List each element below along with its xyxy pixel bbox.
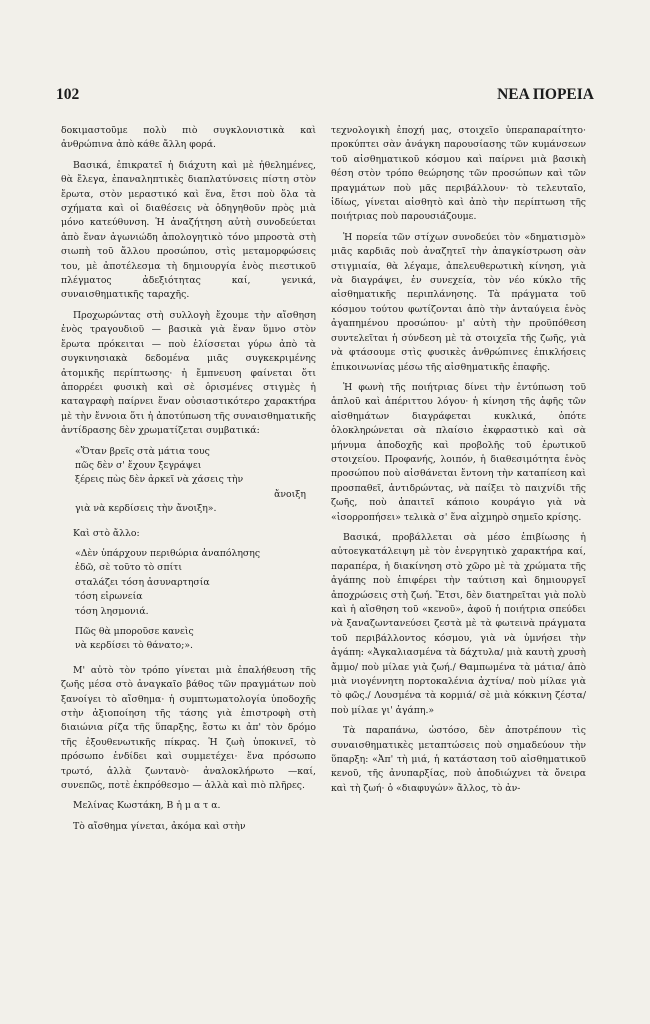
- paragraph: τεχνολογικὴ ἐποχή μας, στοιχεῖο ὑπεραπαραίτητο· προκύπτει σὰν ἀνάγκη παρουσίασης τῶν κυμάνσεων τοῦ αἰσθηματικοῦ κόσμου καὶ παίρνει μιὰ βασικὴ θέση στὸν τρόπο θεώρησης τῶν προσώπων καὶ τῶν πραγμάτων ποὺ μᾶς περιβάλλουν· τὸ τελευταῖο, ἰδίως, γίνεται αἰσθητὸ καὶ ἀπὸ τὴν περίπτωση τῆς ποιήτριας ποὺ παρουσιάζουμε.: [331, 125, 586, 223]
- paragraph: Ἡ φωνὴ τῆς ποιήτριας δίνει τὴν ἐντύπωση τοῦ ἁπλοῦ καὶ ἀπέριττου λόγου· ἡ κίνηση τῆς ἀφῆς τῶν αἰσθημάτων διαγράφεται κυκλικά, ὁπότε ὁλοκληρώνεται σὰ πλαίσιο ἐκφραστικὸ καὶ σὰ μήνυμα ἀποδοχῆς καὶ προβολῆς τοῦ ἐρωτικοῦ στοιχείου. Προφανής, λοιπόν, ἡ διαθεσιμότητα ἑνὸς προσώπου ποὺ αἰσθάνεται ἔντονη τὴν καταπίεση καὶ προσπαθεῖ, ἀντιδρώντας, νὰ παίξει τὸ παιχνίδι τῆς ζωῆς, ποὺ ἀπαιτεῖ κάποιο κουράγιο γιὰ νὰ «ἰσορροπήσει» τελικὰ σ' ἕνα αἰχμηρὸ σημεῖο κρίσης.: [331, 381, 586, 523]
- poem-line: πῶς δὲν σ' ἔχουν ξεγράψει: [75, 459, 202, 471]
- journal-title: ΝΕΑ ΠΟΡΕΙΑ: [497, 86, 594, 103]
- poem-line: νὰ κερδίσει τὸ θάνατο;».: [75, 640, 193, 652]
- paragraph: Μ' αὐτὸ τὸν τρόπο γίνεται μιὰ ἐπαλήθευση τῆς ζωῆς μέσα στὸ ἀναγκαῖο βάθος τῶν πραγμάτων ποὺ ξανοίγει τὸ αἴσθημα· ἡ συμπτωματολογία ὑποδοχῆς στὴν ἀξιοποίηση τῆς τάσης γιὰ ἐπιστροφὴ στὴ διαιώνια ρίζα τῆς ὕπαρξης, ἔστω κι ἀπ' τὸν δρόμο τῆς ἐξουθενωτικῆς πίκρας. Ἡ ζωὴ ὑποκινεῖ, τὸ πρόσωπο ἐνδίδει καὶ συμμετέχει· ἕνα πρόσωπο τρωτό, ἀλλὰ ζωντανὸ· ἀναλοκλήρωτο —καί, συνεπῶς, ποτὲ ἐκπρόθεσμο — ἀλλὰ καὶ πιὸ πλῆρες.: [61, 664, 316, 792]
- left-column: [61, 124, 316, 840]
- right-column: [331, 124, 586, 802]
- page-number: 102: [56, 86, 80, 103]
- poem-line: τόση λησμονιά.: [75, 605, 149, 617]
- paragraph: Βασικά, ἐπικρατεῖ ἡ διάχυτη καὶ μὲ ἠθελημένες, θὰ ἔλεγα, ἐπαναληπτικὲς διαπλατύνσεις πίστη στὸν ἔρωτα, στὸν μεραστικό καὶ ἕνα, ἔτσι ποὺ ὅλα τὰ σχήματα καὶ οἱ διαθέσεις νὰ ὁδηγηθοῦν πρὸς μιὰ μόνο κατεύθυνση. Ἡ ἀναζήτηση αὐτὴ συνοδεύεται ἀπὸ ἕναν ἀγωνιώδη ἀπολογητικὸ τόνο μπροστὰ στὴ σιωπὴ τοῦ ἄλλου προσώπου, στὶς μεταμορφώσεις του, μὲ ἀποτέλεσμα τὴ δημιουργία ἑνὸς πιεστικοῦ πλέγματος ἀδεξιότητας καί, γενικά, συναισθηματικῆς ταραχῆς.: [61, 159, 316, 301]
- paragraph: Τὸ αἴσθημα γίνεται, ἀκόμα καὶ στὴν: [73, 820, 246, 832]
- paragraph: Ἡ πορεία τῶν στίχων συνοδεύει τὸν «δηματισμὸ» μιᾶς καρδιᾶς ποὺ ἀναζητεῖ τὴν ἀπαγκίστρωση σὰν στιγμιαία, θὰ λέγαμε, ἀπελευθερωτικὴ κίνηση, γιὰ νὰ διαγράψει, ἐν συνεχεία, τὸν νέο κύκλο τῆς αἰσθηματικῆς περιπλάνησης. Τὰ πράγματα τοῦ κόσμου τούτου φωτίζονται ἀπὸ τὴν ἀνταύγεια ἑνὸς ἀγαπημένου προσώπου· μ' αὐτὴ τὴν προϋπόθεση συντελεῖται ἡ σύνδεση μὲ τὰ στοιχεῖα τῆς ζωῆς, γιὰ νὰ φτάσουμε στὶς φυσικὲς ἀνθρώπινες ἐπικλήσεις ἐπικοινωνίας μέσω τῆς αἰσθηματικῆς ἐπαφῆς.: [331, 231, 586, 373]
- page-header: [56, 86, 594, 104]
- poem-line: Πῶς θὰ μποροῦσε κανεὶς: [75, 626, 194, 637]
- paragraph: δοκιμαστοῦμε πολὺ πιὸ συγκλονιστικὰ καὶ ἀνθρώπινα ἀπὸ κάθε ἄλλη φορά.: [61, 125, 316, 151]
- poem-line: τόση εἰρωνεία: [75, 591, 143, 603]
- poem-line: ἄνοιξη: [274, 488, 306, 500]
- paragraph: Βασικά, προβάλλεται σὰ μέσο ἐπιβίωσης ἡ αὐτοεγκατάλειψη μὲ τὸν ἐνεργητικὸ χαρακτήρα καί, παραπέρα, ἡ διακίνηση στὸ χῶρο μὲ τὰ χρώματα τῆς ἀγάπης ποὺ ἐπιφέρει τὴν ταύτιση καὶ δημιουργεῖ ἀποχρώσεις στὴ ζωή. Ἔτσι, δὲν διατηρεῖται γιὰ πολὺ καὶ ἡ αἴσθηση τοῦ «κενοῦ», ἀφοῦ ἡ ποιήτρια σπεύδει νὰ ξαναζωντανεύσει ζεστὰ μὲ τὰ φωτεινὰ πράγματα τοῦ περιβάλλοντος κόσμου, γιὰ νὰ ὑμνήσει τὴν ἀγάπη: «Ἀγκαλιασμένα τὰ δάχτυλα/ μιὰ καυτὴ χρυσὴ ἄμμο/ ποὺ μίλαε γιὰ ζωή./ Θαμπωμένα τὰ μάτια/ ἀπὸ μιὰ νιογέννητη πορτοκαλένια ἀχτίνα/ ποὺ μίλαε γιὰ τὸ φῶς./ Λουσμένα τὰ κορμιά/ σὲ μιὰ κόκκινη ζέστα/ ποὺ μίλαε γι' ἀγάπη.»: [331, 531, 586, 716]
- poem-line: γιὰ νὰ κερδίσεις τὴν ἄνοιξη».: [75, 503, 217, 515]
- poem-line: ἐδῶ, σὲ τοῦτο τὸ σπίτι: [75, 562, 183, 574]
- review-heading: Μελίνας Κωστάκη, Β ἡ μ α τ α.: [73, 800, 221, 812]
- poem-line: «Ὅταν βρεῖς στὰ μάτια τους: [75, 445, 210, 457]
- poem-line: «Δὲν ὑπάρχουν περιθώρια ἀναπόλησης: [75, 547, 261, 559]
- paragraph: Προχωρώντας στὴ συλλογὴ ἔχουμε τὴν αἴσθηση ἑνὸς τραγουδιοῦ — βασικὰ γιὰ ἕναν ὕμνο στὸν ἔρωτα πρόκειται — ποὺ ἑλίσσεται γύρω ἀπὸ τὰ συγκινησιακὰ δεδομένα μιᾶς συγκεκριμένης ἀτομικῆς περίπτωσης· ἡ ἔμπνευση φαίνεται ὅτι ἀπορρέει φυσικὴ καὶ σὲ ὁρισμένες στιγμὲς ἡ καταγραφὴ παίρνει ἕναν οὐσιαστικότερο χαρακτήρα μὲ τὴν ἔννοια ὅτι ἡ ἀποτύπωση τῆς συναισθηματικῆς ἀντίδρασης δὲν χρωματίζεται συμβατικά:: [61, 309, 316, 437]
- poem-line: σταλάζει τόση ἀσυναρτησία: [75, 576, 210, 588]
- paragraph: Τὰ παραπάνω, ὡστόσο, δὲν ἀποτρέπουν τὶς συναισθηματικὲς μεταπτώσεις ποὺ σημαδεύουν τὴν ὕπαρξη: «Ἀπ' τὴ μιά, ἡ κατάσταση τοῦ αἰσθηματικοῦ κενοῦ, τῆς ἀνυπαρξίας, ποὺ ἀποδιώχνει τὰ ὄνειρα καὶ τὴ ζωή· ὁ «διαφυγών» ἄλλος, τὸ ἀν-: [331, 725, 586, 794]
- paragraph: Καὶ στὸ ἄλλο:: [73, 527, 140, 539]
- poem-quote: [75, 547, 316, 654]
- poem-line: ξέρεις πὼς δὲν ἀρκεῖ νὰ χάσεις τὴν: [75, 474, 244, 486]
- poem-quote: [75, 445, 316, 517]
